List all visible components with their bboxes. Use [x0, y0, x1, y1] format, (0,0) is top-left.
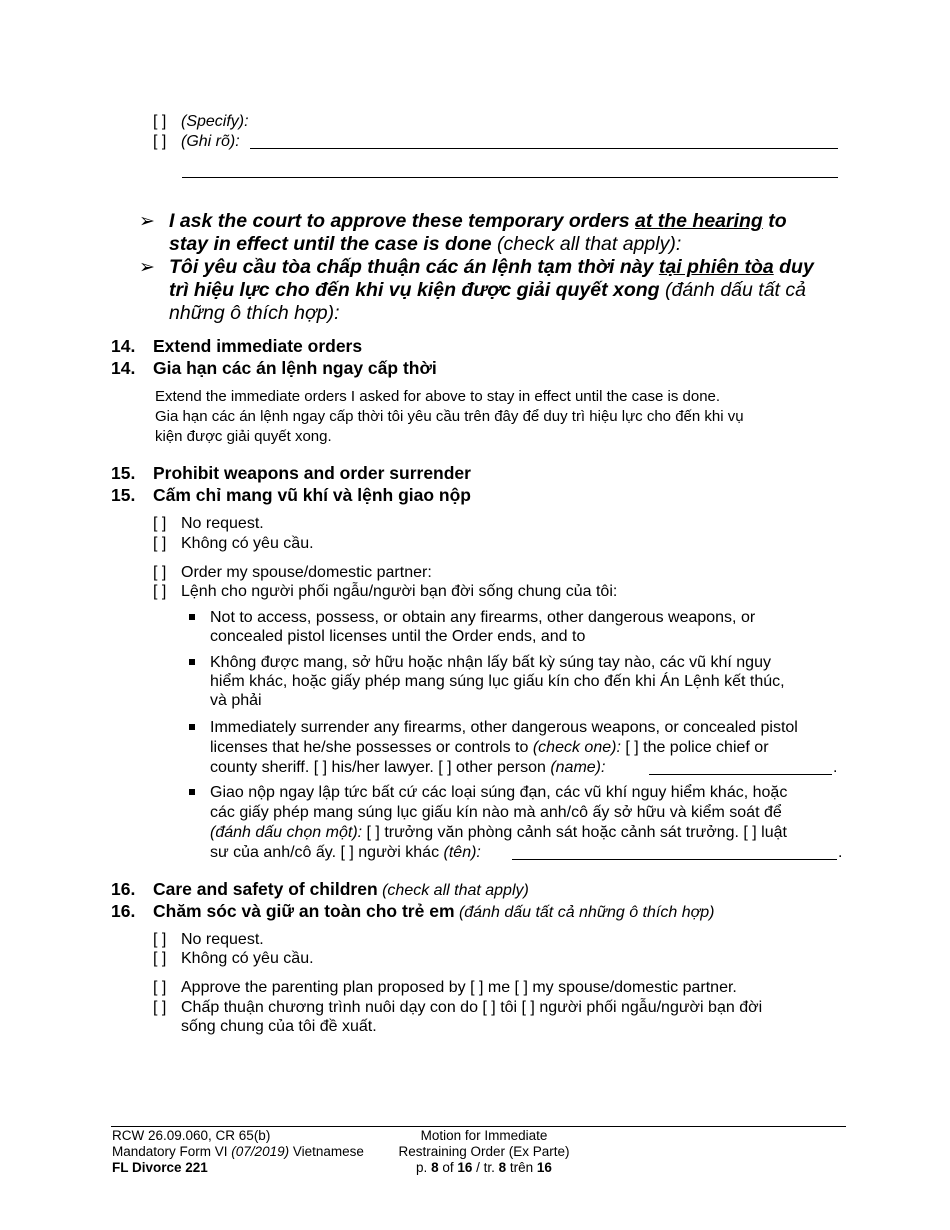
s15-order-vi: [ ] Lệnh cho người phối ngẫu/người bạn đời sống chung của tôi:: [153, 583, 618, 600]
section-14-body-vi: Gia hạn các án lệnh ngay cấp thời tôi yêu cầu trên đây để duy trì hiệu lực cho đến khi vụ: [155, 408, 744, 425]
s16-approve-vi-checkbox[interactable]: [ ]: [153, 999, 167, 1016]
s15-order-checkbox[interactable]: [ ]: [153, 564, 167, 581]
footer-title-l1: Motion for Immediate: [420, 1128, 548, 1143]
ghiro-label: (Ghi rõ):: [181, 133, 240, 150]
section-14-body-vi-cont: kiện được giải quyết xong.: [155, 428, 332, 445]
arrow-bullet-icon: ➢: [139, 211, 155, 232]
s15-bullet1-l1: Not to access, possess, or obtain any firearms, other dangerous weapons, or: [210, 609, 756, 626]
s15-bullet2-l1: Không được mang, sở hữu hoặc nhận lấy bất kỳ súng tay nào, các vũ khí nguy: [210, 654, 771, 671]
square-bullet-icon: [189, 614, 195, 620]
s15-bullet3-l3: county sheriff. [ ] his/her lawyer. [ ] other person (name):: [210, 759, 606, 776]
s15-bullet2-l3: và phải: [210, 692, 262, 709]
specify-checkbox[interactable]: [ ]: [153, 113, 167, 130]
s15-bullet4-l2: các giấy phép mang súng lục giấu kín nào mà anh/cô ấy sở hữu và kiểm soát để: [210, 804, 782, 821]
s15-order-vi-checkbox[interactable]: [ ]: [153, 583, 167, 600]
s16-approve-vi: [ ] Chấp thuận chương trình nuôi dạy con do [ ] tôi [ ] người phối ngẫu/người bạn đời: [153, 999, 763, 1016]
s15-no-request-en: [ ] No request.: [153, 515, 264, 532]
ghiro-row: [153, 132, 240, 152]
other-person-name-line[interactable]: [649, 774, 832, 775]
ask-en-line2: stay in effect until the case is done (check all that apply):: [169, 233, 682, 255]
specify-answer-line-2[interactable]: [182, 177, 838, 178]
s16-approve-en: [ ] Approve the parenting plan proposed by [ ] me [ ] my spouse/domestic partner.: [153, 979, 737, 996]
ask-en-line1: I ask the court to approve these temporary orders at the hearing to: [169, 210, 787, 232]
ask-vi-line1: Tôi yêu cầu tòa chấp thuận các án lệnh tạm thời này tại phiên tòa duy: [169, 256, 814, 278]
square-bullet-icon: [189, 724, 195, 730]
s16-approve-vi-cont: sống chung của tôi đề xuất.: [181, 1018, 377, 1035]
s15-order-en: [ ] Order my spouse/domestic partner:: [153, 564, 432, 581]
specify-label: (Specify):: [181, 113, 249, 130]
ghiro-checkbox[interactable]: [ ]: [153, 133, 167, 150]
s15-bullet3-l1: Immediately surrender any firearms, other dangerous weapons, or concealed pistol: [210, 719, 798, 736]
nguoi-khac-name-line[interactable]: [512, 859, 837, 860]
ask-vi-line3: những ô thích hợp):: [169, 302, 340, 324]
section-14-body-en: Extend the immediate orders I asked for above to stay in effect until the case is done.: [155, 388, 721, 405]
specify-answer-line[interactable]: [250, 148, 838, 149]
footer-title-l2: Restraining Order (Ex Parte): [398, 1144, 570, 1159]
arrow-bullet-icon: ➢: [139, 257, 155, 278]
s15-bullet4-end: .: [838, 844, 843, 861]
square-bullet-icon: [189, 659, 195, 665]
footer-mandatory-form: Mandatory Form VI (07/2019) Vietnamese: [112, 1144, 364, 1159]
s15-bullet3-end: .: [833, 759, 838, 776]
s16-no-request-checkbox[interactable]: [ ]: [153, 931, 167, 948]
s15-bullet4-l3: (đánh dấu chọn một): [ ] trưởng văn phòng cảnh sát hoặc cảnh sát trưởng. [ ] luật: [210, 824, 787, 841]
square-bullet-icon: [189, 789, 195, 795]
s16-no-request-vi: [ ] Không có yêu cầu.: [153, 950, 314, 967]
s15-bullet1-l2: concealed pistol licenses until the Order ends, and to: [210, 628, 586, 645]
s15-no-request-vi: [ ] Không có yêu cầu.: [153, 535, 314, 552]
s15-bullet4-l1: Giao nộp ngay lập tức bất cứ các loại súng đạn, các vũ khí nguy hiểm khác, hoặc: [210, 784, 788, 801]
ask-vi-line2: trì hiệu lực cho đến khi vụ kiện được giải quyết xong (đánh dấu tất cả: [169, 279, 806, 301]
footer-divider: [111, 1126, 846, 1127]
s15-no-request-vi-checkbox[interactable]: [ ]: [153, 535, 167, 552]
specify-row: [153, 112, 249, 132]
s16-no-request-en: [ ] No request.: [153, 931, 264, 948]
footer-rcw: RCW 26.09.060, CR 65(b): [112, 1128, 271, 1143]
s15-bullet4-l4: sư của anh/cô ấy. [ ] người khác (tên):: [210, 844, 481, 861]
s15-no-request-checkbox[interactable]: [ ]: [153, 515, 167, 532]
footer-form-id: FL Divorce 221: [112, 1160, 208, 1175]
s15-bullet3-l2: licenses that he/she possesses or controls to (check one): [ ] the police chief or: [210, 739, 769, 756]
footer-page-number: p. 8 of 16 / tr. 8 trên 16: [416, 1160, 552, 1175]
s15-bullet2-l2: hiểm khác, hoặc giấy phép mang súng lục giấu kín cho đến khi Án Lệnh kết thúc,: [210, 673, 785, 690]
s16-approve-checkbox[interactable]: [ ]: [153, 979, 167, 996]
s16-no-request-vi-checkbox[interactable]: [ ]: [153, 950, 167, 967]
